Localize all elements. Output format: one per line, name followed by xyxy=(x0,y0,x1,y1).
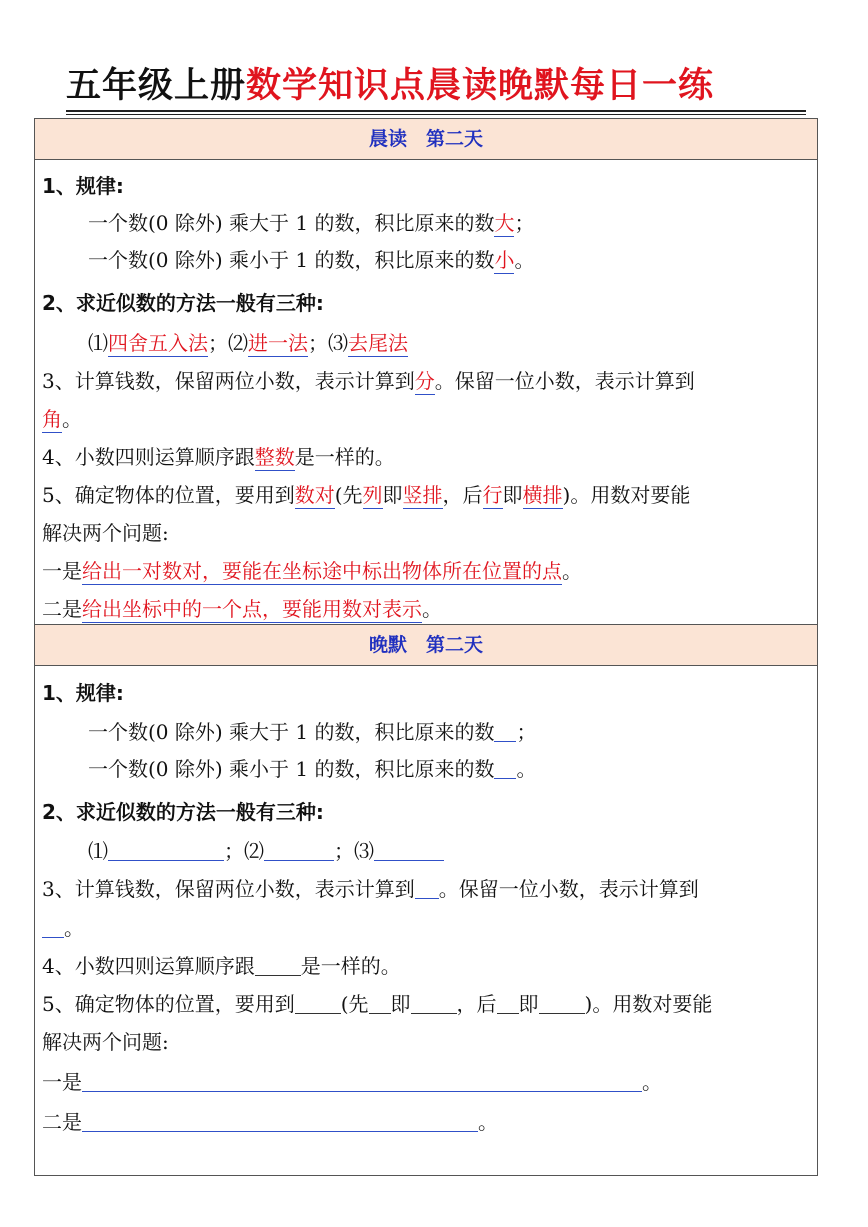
e-order-text1: 4、小数四则运算顺序跟 xyxy=(42,954,255,978)
e-approx-title: 2、求近似数的方法一般有三种: xyxy=(42,800,324,824)
e-rule2-text: 一个数(0 除外) 乘小于 1 的数，积比原来的数 xyxy=(88,757,495,781)
m-pos-text6: )。用数对要能 xyxy=(562,483,691,507)
m-money-line2 xyxy=(42,404,82,434)
e-money-line2 xyxy=(42,913,84,943)
e-method3-blank[interactable] xyxy=(374,838,444,861)
m-problem1 xyxy=(42,556,582,586)
m-pos-answer2: 列 xyxy=(362,483,383,507)
m-rule-title: 1、规律: xyxy=(42,174,124,198)
e-rule2-punct: 。 xyxy=(516,757,537,781)
m-pos-text4: ，后 xyxy=(442,483,483,507)
m-p2-answer: 给出坐标中的一个点，要能用数对表示 xyxy=(82,597,422,621)
m-p1-label: 一是 xyxy=(42,559,82,583)
title-subject: 数学知识点晨读晚默每日一练 xyxy=(246,66,715,106)
e-method2-blank[interactable] xyxy=(264,838,334,861)
e-pos-blank1[interactable] xyxy=(295,991,341,1014)
m-rule1-punct: ； xyxy=(514,211,535,235)
m-money-punct: 。 xyxy=(62,407,82,431)
m-sep1: ； xyxy=(208,331,228,355)
e-num2: ⑵ xyxy=(244,839,264,863)
e-money-punct: 。 xyxy=(64,916,84,940)
m-p2-punct: 。 xyxy=(422,597,442,621)
m-rule2-punct: 。 xyxy=(514,248,535,272)
e-pos-blank4[interactable] xyxy=(497,991,519,1014)
title-underline-thin xyxy=(66,114,806,115)
e-pos-text4: ，后 xyxy=(456,992,497,1016)
m-two-problems: 解决两个问题: xyxy=(42,521,169,545)
e-num1: ⑴ xyxy=(88,839,108,863)
m-money-answer1: 分 xyxy=(414,369,435,393)
e-method1-blank[interactable] xyxy=(108,838,224,861)
e-pos-blank2[interactable] xyxy=(369,991,391,1014)
m-pos-answer4: 行 xyxy=(482,483,503,507)
m-approx-title: 2、求近似数的方法一般有三种: xyxy=(42,291,324,315)
m-problem2 xyxy=(42,594,442,624)
e-order-line xyxy=(42,951,401,981)
m-p1-punct: 。 xyxy=(562,559,582,583)
m-method1: 四舍五入法 xyxy=(108,331,208,355)
m-rule1-answer: 大 xyxy=(494,211,515,235)
e-rule1-blank[interactable] xyxy=(494,719,516,742)
e-order-blank[interactable] xyxy=(255,953,301,976)
evening-heading: 晚默 第二天 xyxy=(35,625,817,666)
e-problem2 xyxy=(42,1107,498,1137)
m-rule-line1 xyxy=(88,208,534,238)
e-money-text2: 。保留一位小数，表示计算到 xyxy=(438,877,699,901)
m-order-answer: 整数 xyxy=(254,445,295,469)
e-pos-text1: 5、确定物体的位置，要用到 xyxy=(42,992,295,1016)
title-underline xyxy=(66,110,806,112)
e-num3: ⑶ xyxy=(354,839,374,863)
e-p2-blank[interactable] xyxy=(82,1109,478,1132)
e-sep1: ； xyxy=(224,839,244,863)
m-rule2-answer: 小 xyxy=(494,248,515,272)
m-p2-label: 二是 xyxy=(42,597,82,621)
m-approx-methods xyxy=(88,328,408,358)
e-approx-methods xyxy=(88,836,444,866)
e-position-line xyxy=(42,989,712,1019)
e-money-line1 xyxy=(42,874,699,904)
m-rule1-text: 一个数(0 除外) 乘大于 1 的数，积比原来的数 xyxy=(88,211,495,235)
m-num3: ⑶ xyxy=(328,331,348,355)
m-p1-answer: 给出一对数对，要能在坐标途中标出物体所在位置的点 xyxy=(82,559,562,583)
page-title xyxy=(66,62,806,110)
m-rule2-text: 一个数(0 除外) 乘小于 1 的数，积比原来的数 xyxy=(88,248,495,272)
e-pos-text2: (先 xyxy=(340,992,369,1016)
e-pos-text6: )。用数对要能 xyxy=(584,992,713,1016)
e-p1-label: 一是 xyxy=(42,1070,82,1094)
morning-heading: 晨读 第二天 xyxy=(35,119,817,160)
e-pos-text3: 即 xyxy=(390,992,411,1016)
m-pos-text2: (先 xyxy=(334,483,363,507)
e-money-blank2[interactable] xyxy=(42,915,64,938)
m-num2: ⑵ xyxy=(228,331,248,355)
e-pos-blank5[interactable] xyxy=(539,991,585,1014)
m-money-line1 xyxy=(42,366,695,396)
m-money-answer2: 角 xyxy=(42,407,62,431)
e-p1-punct: 。 xyxy=(642,1070,662,1094)
m-pos-answer5: 横排 xyxy=(522,483,563,507)
m-pos-answer1: 数对 xyxy=(294,483,335,507)
e-rule1-text: 一个数(0 除外) 乘大于 1 的数，积比原来的数 xyxy=(88,720,495,744)
e-two-problems: 解决两个问题: xyxy=(42,1030,169,1054)
m-pos-text5: 即 xyxy=(502,483,523,507)
m-pos-text3: 即 xyxy=(382,483,403,507)
m-method3: 去尾法 xyxy=(348,331,408,355)
m-sep2: ； xyxy=(308,331,328,355)
m-position-line xyxy=(42,480,690,510)
e-p1-blank[interactable] xyxy=(82,1069,642,1092)
e-rule-title: 1、规律: xyxy=(42,681,124,705)
e-p2-punct: 。 xyxy=(478,1110,498,1134)
e-rule1-punct: ； xyxy=(516,720,537,744)
m-money-text1: 3、计算钱数，保留两位小数，表示计算到 xyxy=(42,369,415,393)
e-order-text2: 是一样的。 xyxy=(300,954,401,978)
e-rule-line2 xyxy=(88,754,536,784)
e-money-text1: 3、计算钱数，保留两位小数，表示计算到 xyxy=(42,877,415,901)
e-rule-line1 xyxy=(88,717,536,747)
e-pos-text5: 即 xyxy=(518,992,539,1016)
m-order-line xyxy=(42,442,395,472)
e-money-blank1[interactable] xyxy=(415,876,439,899)
m-pos-text1: 5、确定物体的位置，要用到 xyxy=(42,483,295,507)
m-order-text2: 是一样的。 xyxy=(294,445,395,469)
m-rule-line2 xyxy=(88,245,534,275)
e-sep2: ； xyxy=(334,839,354,863)
e-pos-blank3[interactable] xyxy=(411,991,457,1014)
e-p2-label: 二是 xyxy=(42,1110,82,1134)
m-order-text1: 4、小数四则运算顺序跟 xyxy=(42,445,255,469)
m-num1: ⑴ xyxy=(88,331,108,355)
m-method2: 进一法 xyxy=(248,331,308,355)
title-grade: 五年级上册 xyxy=(66,66,247,106)
e-problem1 xyxy=(42,1067,662,1097)
m-money-text2: 。保留一位小数，表示计算到 xyxy=(434,369,695,393)
e-rule2-blank[interactable] xyxy=(494,756,516,779)
m-pos-answer3: 竖排 xyxy=(402,483,443,507)
